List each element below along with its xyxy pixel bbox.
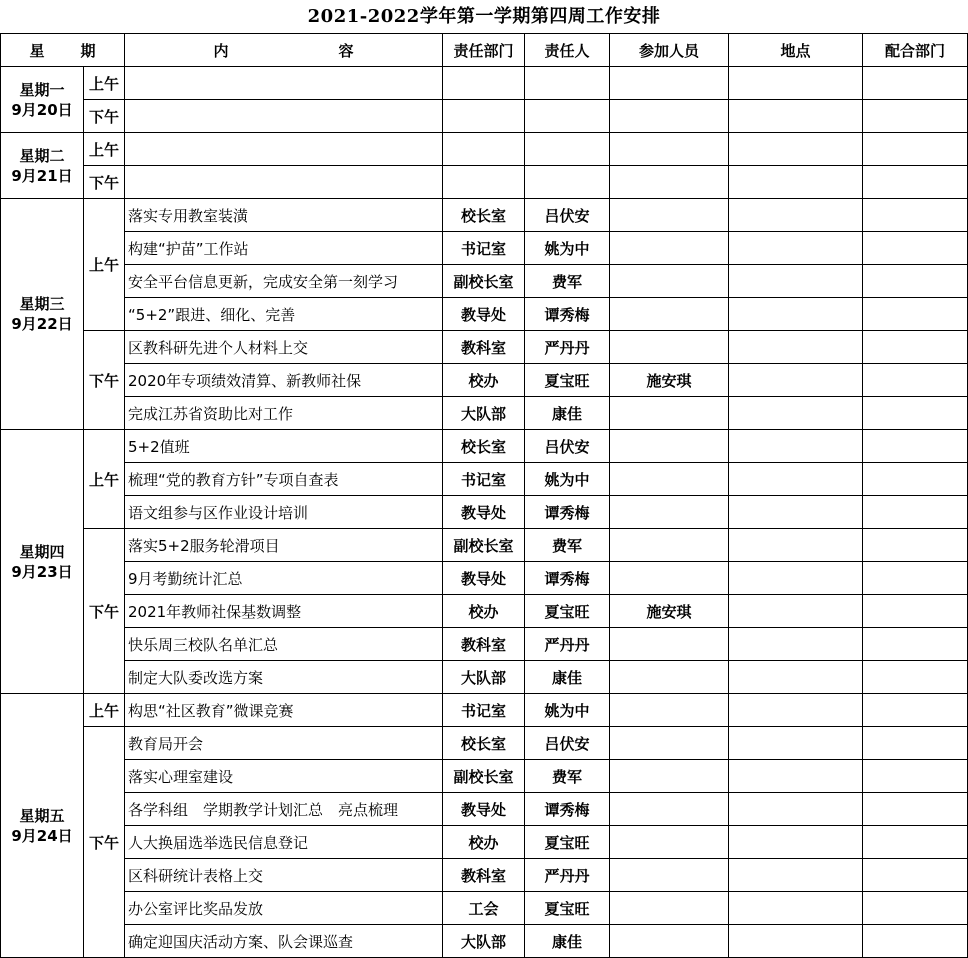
task-location (729, 496, 863, 529)
day-cell-mon (1, 67, 84, 133)
table-row (1, 595, 968, 628)
task-dept: 书记室 (443, 463, 525, 496)
table-row (1, 826, 968, 859)
table-row (1, 166, 968, 199)
header-row (1, 34, 968, 67)
empty-cell (443, 67, 525, 100)
task-dept: 大队部 (443, 661, 525, 694)
empty-cell (125, 133, 443, 166)
table-row (1, 463, 968, 496)
period-am: 上午 (84, 67, 125, 100)
table-row (1, 67, 968, 100)
task-dept: 教科室 (443, 331, 525, 364)
task-content: 各学科组 学期教学计划汇总 亮点梳理 (125, 793, 443, 826)
task-content: 构思“社区教育”微课竞赛 (125, 694, 443, 727)
task-location (729, 232, 863, 265)
empty-cell (125, 166, 443, 199)
task-participants (610, 925, 729, 958)
task-coop (863, 859, 968, 892)
task-participants (610, 397, 729, 430)
day-date: 9月23日 (11, 562, 73, 581)
task-content: 5+2值班 (125, 430, 443, 463)
task-location (729, 430, 863, 463)
empty-cell (525, 100, 610, 133)
task-coop (863, 925, 968, 958)
task-dept: 校办 (443, 826, 525, 859)
empty-cell (443, 166, 525, 199)
table-row (1, 793, 968, 826)
task-location (729, 463, 863, 496)
day-name: 星期二 (19, 146, 65, 165)
period-pm: 下午 (84, 331, 125, 430)
task-content: 办公室评比奖品发放 (125, 892, 443, 925)
task-person: 严丹丹 (525, 859, 610, 892)
period-am: 上午 (84, 430, 125, 529)
day-cell-wed (1, 199, 84, 430)
task-person: 姚为中 (525, 694, 610, 727)
empty-cell (443, 100, 525, 133)
task-content: 制定大队委改选方案 (125, 661, 443, 694)
day-name: 星期四 (19, 542, 65, 561)
period-pm: 下午 (84, 727, 125, 958)
task-participants (610, 562, 729, 595)
table-row (1, 331, 968, 364)
task-location (729, 199, 863, 232)
task-participants (610, 760, 729, 793)
task-person: 费军 (525, 529, 610, 562)
task-content: 梳理“党的教育方针”专项自查表 (125, 463, 443, 496)
task-dept: 书记室 (443, 232, 525, 265)
task-content: 构建“护苗”工作站 (125, 232, 443, 265)
task-participants: 施安琪 (610, 595, 729, 628)
task-person: 夏宝旺 (525, 826, 610, 859)
task-participants (610, 298, 729, 331)
task-content: 区教科研先进个人材料上交 (125, 331, 443, 364)
header-participants: 参加人员 (610, 34, 729, 67)
table-row (1, 133, 968, 166)
task-content: 2021年教师社保基数调整 (125, 595, 443, 628)
period-pm: 下午 (84, 166, 125, 199)
task-location (729, 760, 863, 793)
task-dept: 教导处 (443, 562, 525, 595)
task-coop (863, 562, 968, 595)
task-participants (610, 859, 729, 892)
empty-cell (610, 100, 729, 133)
period-pm: 下午 (84, 100, 125, 133)
task-dept: 教导处 (443, 793, 525, 826)
task-person: 吕伏安 (525, 727, 610, 760)
task-coop (863, 826, 968, 859)
header-coop: 配合部门 (863, 34, 968, 67)
day-name: 星期一 (19, 80, 65, 99)
task-coop (863, 793, 968, 826)
table-row (1, 430, 968, 463)
task-content: 落实5+2服务轮滑项目 (125, 529, 443, 562)
task-person: 姚为中 (525, 463, 610, 496)
task-content: “5+2”跟进、细化、完善 (125, 298, 443, 331)
task-dept: 校长室 (443, 430, 525, 463)
task-location (729, 529, 863, 562)
task-content: 落实专用教室装潢 (125, 199, 443, 232)
task-content: 快乐周三校队名单汇总 (125, 628, 443, 661)
task-dept: 大队部 (443, 925, 525, 958)
period-pm: 下午 (84, 529, 125, 694)
task-location (729, 793, 863, 826)
header-person: 责任人 (525, 34, 610, 67)
period-am: 上午 (84, 694, 125, 727)
task-dept: 教导处 (443, 496, 525, 529)
task-coop (863, 430, 968, 463)
task-coop (863, 364, 968, 397)
task-person: 康佳 (525, 925, 610, 958)
page-title: 2021-2022学年第一学期第四周工作安排 (307, 6, 661, 27)
header-week-a: 星 (29, 41, 45, 60)
task-participants (610, 265, 729, 298)
task-person: 谭秀梅 (525, 793, 610, 826)
table-row (1, 100, 968, 133)
task-location (729, 364, 863, 397)
header-content-a: 内 (213, 41, 229, 60)
task-person: 吕伏安 (525, 430, 610, 463)
day-cell-thu (1, 430, 84, 694)
task-participants (610, 199, 729, 232)
task-location (729, 859, 863, 892)
task-coop (863, 892, 968, 925)
task-participants (610, 661, 729, 694)
table-row (1, 628, 968, 661)
task-coop (863, 463, 968, 496)
empty-cell (443, 133, 525, 166)
empty-cell (729, 100, 863, 133)
task-coop (863, 727, 968, 760)
task-dept: 教导处 (443, 298, 525, 331)
task-person: 谭秀梅 (525, 298, 610, 331)
task-content: 安全平台信息更新，完成安全第一刻学习 (125, 265, 443, 298)
day-name: 星期五 (19, 806, 65, 825)
task-content: 语文组参与区作业设计培训 (125, 496, 443, 529)
task-coop (863, 628, 968, 661)
task-coop (863, 694, 968, 727)
task-person: 谭秀梅 (525, 562, 610, 595)
task-participants (610, 430, 729, 463)
task-person: 康佳 (525, 397, 610, 430)
empty-cell (125, 67, 443, 100)
task-coop (863, 331, 968, 364)
day-date: 9月24日 (11, 826, 73, 845)
task-location (729, 661, 863, 694)
day-cell-fri (1, 694, 84, 958)
task-content: 确定迎国庆活动方案、队会课巡查 (125, 925, 443, 958)
empty-cell (729, 166, 863, 199)
task-location (729, 892, 863, 925)
table-row (1, 364, 968, 397)
table-row (1, 496, 968, 529)
table-row (1, 265, 968, 298)
table-row (1, 529, 968, 562)
task-participants: 施安琪 (610, 364, 729, 397)
task-dept: 书记室 (443, 694, 525, 727)
task-dept: 副校长室 (443, 265, 525, 298)
table-row (1, 925, 968, 958)
task-content: 9月考勤统计汇总 (125, 562, 443, 595)
task-coop (863, 265, 968, 298)
task-participants (610, 628, 729, 661)
task-location (729, 925, 863, 958)
task-person: 吕伏安 (525, 199, 610, 232)
task-location (729, 331, 863, 364)
task-person: 严丹丹 (525, 331, 610, 364)
header-location: 地点 (729, 34, 863, 67)
task-coop (863, 397, 968, 430)
header-dept: 责任部门 (443, 34, 525, 67)
task-coop (863, 232, 968, 265)
table-row (1, 727, 968, 760)
task-location (729, 298, 863, 331)
empty-cell (863, 100, 968, 133)
task-dept: 教科室 (443, 859, 525, 892)
task-dept: 校办 (443, 364, 525, 397)
task-content: 教育局开会 (125, 727, 443, 760)
task-location (729, 562, 863, 595)
table-row (1, 562, 968, 595)
task-location (729, 397, 863, 430)
schedule-table (0, 33, 968, 958)
task-coop (863, 661, 968, 694)
header-week-b: 期 (80, 41, 96, 60)
task-content: 落实心理室建设 (125, 760, 443, 793)
task-content: 区科研统计表格上交 (125, 859, 443, 892)
task-coop (863, 496, 968, 529)
task-participants (610, 496, 729, 529)
table-row (1, 298, 968, 331)
task-content: 完成江苏省资助比对工作 (125, 397, 443, 430)
day-date: 9月20日 (11, 100, 73, 119)
task-dept: 校长室 (443, 199, 525, 232)
empty-cell (863, 133, 968, 166)
task-location (729, 595, 863, 628)
header-week (1, 34, 125, 67)
empty-cell (525, 133, 610, 166)
table-row (1, 859, 968, 892)
table-row (1, 397, 968, 430)
task-coop (863, 529, 968, 562)
task-location (729, 727, 863, 760)
task-coop (863, 199, 968, 232)
empty-cell (729, 133, 863, 166)
empty-cell (863, 67, 968, 100)
day-date: 9月22日 (11, 315, 73, 333)
task-participants (610, 793, 729, 826)
task-person: 姚为中 (525, 232, 610, 265)
task-location (729, 265, 863, 298)
table-row (1, 661, 968, 694)
task-dept: 教科室 (443, 628, 525, 661)
task-participants (610, 529, 729, 562)
empty-cell (610, 166, 729, 199)
task-dept: 工会 (443, 892, 525, 925)
task-location (729, 694, 863, 727)
task-person: 夏宝旺 (525, 892, 610, 925)
empty-cell (863, 166, 968, 199)
period-am: 上午 (84, 199, 125, 331)
table-row (1, 760, 968, 793)
task-location (729, 826, 863, 859)
period-am: 上午 (84, 133, 125, 166)
task-person: 康佳 (525, 661, 610, 694)
task-participants (610, 463, 729, 496)
empty-cell (610, 133, 729, 166)
task-person: 费军 (525, 265, 610, 298)
empty-cell (525, 166, 610, 199)
task-dept: 副校长室 (443, 529, 525, 562)
header-content (125, 34, 443, 67)
task-content: 人大换届选举选民信息登记 (125, 826, 443, 859)
task-dept: 校长室 (443, 727, 525, 760)
task-dept: 校办 (443, 595, 525, 628)
task-participants (610, 331, 729, 364)
task-coop (863, 298, 968, 331)
task-dept: 副校长室 (443, 760, 525, 793)
task-person: 严丹丹 (525, 628, 610, 661)
empty-cell (729, 67, 863, 100)
task-person: 谭秀梅 (525, 496, 610, 529)
table-row (1, 694, 968, 727)
task-person: 费军 (525, 760, 610, 793)
task-participants (610, 892, 729, 925)
task-content: 2020年专项绩效清算、新教师社保 (125, 364, 443, 397)
day-date: 9月21日 (11, 166, 73, 185)
task-participants (610, 232, 729, 265)
table-row (1, 199, 968, 232)
task-person: 夏宝旺 (525, 364, 610, 397)
task-dept: 大队部 (443, 397, 525, 430)
day-name: 星期三 (19, 295, 65, 313)
task-coop (863, 760, 968, 793)
table-row (1, 232, 968, 265)
task-participants (610, 727, 729, 760)
empty-cell (125, 100, 443, 133)
task-participants (610, 826, 729, 859)
empty-cell (610, 67, 729, 100)
day-cell-tue (1, 133, 84, 199)
header-content-b: 容 (338, 41, 354, 60)
empty-cell (525, 67, 610, 100)
task-coop (863, 595, 968, 628)
task-location (729, 628, 863, 661)
task-person: 夏宝旺 (525, 595, 610, 628)
task-participants (610, 694, 729, 727)
table-row (1, 892, 968, 925)
